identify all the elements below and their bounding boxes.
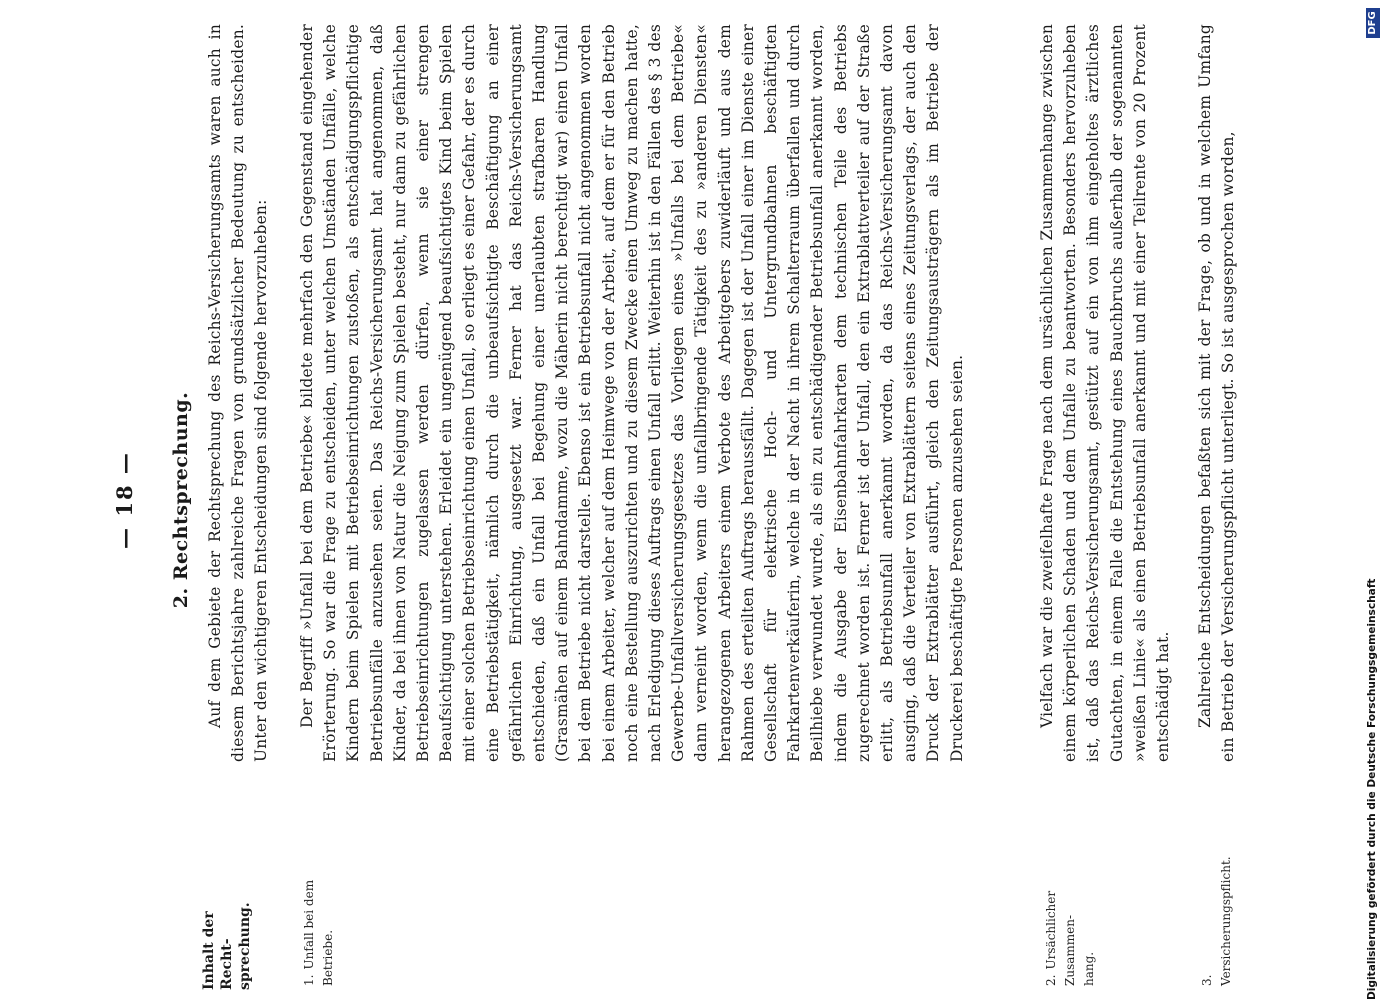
intro-block xyxy=(204,24,274,762)
section-2-paragraph: Vielfach war die zweifelhafte Frage nach dem ursächlichen Zusammenhange zwischen einem körperlichen Schaden und dem Unfalle zu beantworten. Besonders hervorzuheben ist, daß das Reichs-Versicherungsamt, gestützt auf ein von ihm eingeholtes ärztliches Gutachten, in einem Falle die Entstehung eines Bauchbruchs außerhalb der sogenannten »weißen Linie« als einen Betriebsunfall anerkannt und mit einer Teilrente von 20 Prozent entschädigt hat. xyxy=(1038,24,1173,762)
sidenote-1-number: 1. xyxy=(302,974,316,986)
sidenote-3 xyxy=(1196,846,1234,986)
sidenote-2-label: Ursächlicher Zusammen-hang. xyxy=(1044,890,1096,986)
digitization-credit: Digitalisierung gefördert durch die Deutsche Forschungsgemeinschaft xyxy=(1366,578,1378,1000)
section-2-block xyxy=(1036,24,1175,762)
sidenote-2-number: 2. xyxy=(1044,974,1058,986)
section-heading: 2. Rechtsprechung. xyxy=(170,391,192,609)
section-3-block xyxy=(1194,24,1240,762)
sidenote-3-label: Versicherungspflicht. xyxy=(1219,856,1233,986)
sidenote-2 xyxy=(1040,886,1097,986)
sidenote-1-label: Unfall bei dem Betriebe. xyxy=(302,879,335,986)
section-1-block xyxy=(296,24,969,762)
page-number: — 18 — xyxy=(112,451,137,549)
sidenote-3-number: 3. xyxy=(1200,974,1214,986)
section-3-paragraph: Zahlreiche Entscheidungen befaßten sich mit der Frage, ob und in welchem Umfang ein Betrieb der Versicherungspflicht unterliegt. So ist ausgesprochen worden, xyxy=(1196,24,1238,762)
sidenote-1 xyxy=(298,846,336,986)
section-1-paragraph: Der Begriff »Unfall bei dem Betriebe« bildete mehrfach den Gegenstand eingehender Erörterung. So war die Frage zu entscheiden, unter welchen Umständen Unfälle, welche Kindern beim Spielen mit Betriebseinrichtungen zustoßen, als entschädigungspflichtige Betriebsunfälle anzusehen seien. Das Reichs-Versicherungsamt hat angenommen, daß Kinder, da bei ihnen von Natur die Neigung zum Spielen besteht, nur dann zu gefährlichen Betriebseinrichtungen zugelassen werden dürfen, wenn sie einer strengen Beaufsichtigung unterstehen. Erleidet ein ungenügend beaufsichtigtes Kind beim Spielen mit einer solchen Betriebseinrichtung einen Unfall, so erliegt es einer Gefahr, der es durch eine Betriebstätigkeit, nämlich durch die unbeaufsichtigte Beschäftigung an einer gefährlichen Einrichtung, ausgesetzt war. Ferner hat das Reichs-Versicherungsamt entschieden, daß ein Unfall bei Begehung einer unerlaubten strafbaren Handlung (Grasmähen auf einem Bahndamme, wozu die Mäherin nicht berechtigt war) einen Unfall bei dem Betriebe nicht darstelle. Ebenso ist ein Betriebsunfall nicht angenommen worden bei einem Arbeiter, welcher auf dem Heimwege von der Arbeit, auf dem er für den Betrieb noch eine Bestellung auszurichten und zu diesem Zwecke einen Umweg zu machen hatte, nach Erledigung dieses Auftrags einen Unfall erlitt. Weiterhin ist in den Fällen des § 3 des Gewerbe-Unfallversicherungsgesetzes das Vorliegen eines »Unfalls bei dem Betriebe« dann verneint worden, wenn die unfallbringende Tätigkeit des zu »anderen Diensten« herangezogenen Arbeiters einem Verbote des Arbeitgebers zuwiderläuft und aus dem Rahmen des erteilten Auftrags heraussfällt. Dagegen ist der Unfall einer im Dienste einer Gesellschaft für elektrische Hoch- und Untergrundbahnen beschäftigten Fahrkartenverkäuferin, welche in der Nacht in ihrem Schalterraum überfallen und durch Beilhiebe verwundet wurde, als ein zu entschädigender Betriebsunfall anerkannt worden, indem die Ausgabe der Eisenbahnfahrkarten dem technischen Teile des Betriebs zugerechnet worden ist. Ferner ist der Unfall, den ein Extrablattverteiler auf der Straße erlitt, als Betriebsunfall anerkannt worden, da das Reichs-Versicherungsamt davon ausging, daß die Verteiler von Extrablättern seitens eines Zeitungsverlags, der auch den Druck der Extrablätter ausführt, gleich den Zeitungsausträgern als im Betriebe der Druckerei beschäftigte Personen anzusehen seien. xyxy=(298,24,966,762)
intro-paragraph: Auf dem Gebiete der Rechtsprechung des Reichs-Versicherungsamts waren auch in diesem Berichtsjahre zahlreiche Fragen von grundsätzlicher Bedeutung zu entscheiden. Unter den wichtigeren Entscheidungen sind folgende hervorzuheben: xyxy=(206,24,271,762)
sidenote-main-title: Inhalt der Recht-sprechung. xyxy=(201,902,253,990)
dfg-logo: DFG xyxy=(1366,8,1380,38)
